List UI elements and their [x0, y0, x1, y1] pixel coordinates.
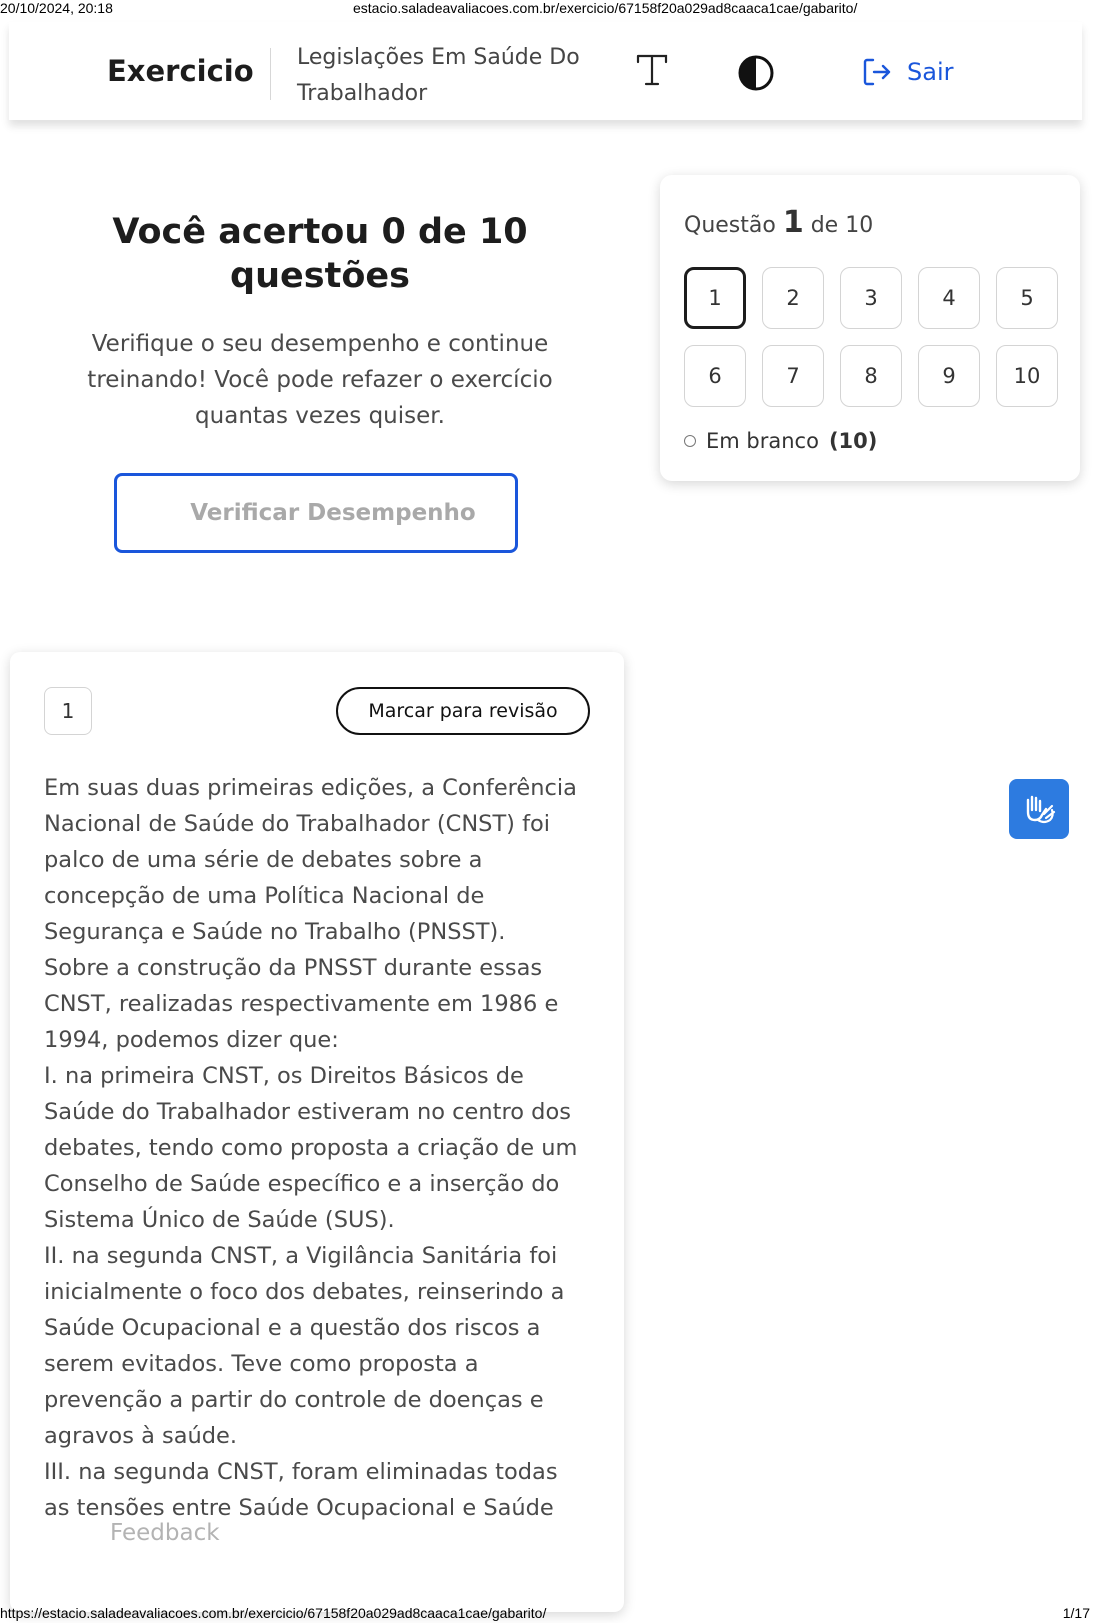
result-message-line2: treinando! Você pode refazer o exercício [87, 367, 553, 393]
course-title-line2: Trabalhador [297, 81, 428, 106]
result-title-line1: Você acertou 0 de 10 [112, 212, 528, 252]
question-line: inicialmente o foco dos debates, reinserindo a [44, 1279, 565, 1305]
question-button-10[interactable]: 10 [996, 345, 1058, 407]
question-button-9[interactable]: 9 [918, 345, 980, 407]
result-message-line1: Verifique o seu desempenho e continue [91, 331, 549, 357]
sign-language-button[interactable] [1009, 779, 1069, 839]
question-line: agravos à saúde. [44, 1423, 238, 1449]
print-header [0, 0, 1094, 16]
question-text [44, 770, 594, 1526]
top-bar [9, 22, 1082, 120]
result-message [70, 326, 570, 434]
question-line: CNST, realizadas respectivamente em 1986 e [44, 991, 559, 1017]
legend-label: Em branco [706, 429, 819, 453]
mark-for-review-button[interactable]: Marcar para revisão [336, 687, 590, 735]
question-line: serem evitados. Teve como proposta a [44, 1351, 479, 1377]
question-line: Em suas duas primeiras edições, a Conferência [44, 775, 577, 801]
question-line: concepção de uma Política Nacional de [44, 883, 485, 909]
question-button-4[interactable]: 4 [918, 267, 980, 329]
question-line: Nacional de Saúde do Trabalhador (CNST) foi [44, 811, 551, 837]
question-button-5[interactable]: 5 [996, 267, 1058, 329]
print-datetime: 20/10/2024, 20:18 [0, 0, 113, 16]
verify-performance-button[interactable]: Verificar Desempenho [114, 473, 518, 553]
question-button-8[interactable]: 8 [840, 345, 902, 407]
question-button-6[interactable]: 6 [684, 345, 746, 407]
question-line: Sobre a construção da PNSST durante essas [44, 955, 543, 981]
navigator-label: Questão [684, 213, 776, 238]
logout-label: Sair [907, 58, 954, 86]
question-line: palco de uma série de debates sobre a [44, 847, 483, 873]
result-summary [70, 210, 570, 434]
question-line: Sistema Único de Saúde (SUS). [44, 1207, 395, 1233]
contrast-icon[interactable] [737, 54, 775, 92]
blank-legend [684, 429, 877, 453]
question-button-3[interactable]: 3 [840, 267, 902, 329]
question-line: Saúde do Trabalhador estiveram no centro dos [44, 1099, 571, 1125]
question-line: 1994, podemos dizer que: [44, 1027, 339, 1053]
sign-language-icon [1020, 790, 1058, 828]
result-title-line2: questões [230, 256, 410, 296]
question-card [10, 652, 624, 1612]
question-line: III. na segunda CNST, foram eliminadas todas [44, 1459, 558, 1485]
print-footer [0, 1605, 1094, 1623]
question-line: as tensões entre Saúde Ocupacional e Saúde [44, 1495, 554, 1521]
question-line: Segurança e Saúde no Trabalho (PNSST). [44, 919, 506, 945]
question-line: prevenção a partir do controle de doenças e [44, 1387, 544, 1413]
header-divider [270, 48, 271, 100]
question-navigator [660, 175, 1080, 481]
question-button-1[interactable]: 1 [684, 267, 746, 329]
result-message-line3: quantas vezes quiser. [195, 403, 445, 429]
course-title [297, 40, 597, 112]
logout-icon [861, 56, 893, 88]
font-size-icon[interactable] [632, 50, 672, 90]
legend-count: (10) [828, 429, 878, 453]
navigator-current: 1 [782, 205, 804, 240]
navigator-total: de 10 [810, 213, 874, 238]
question-line: Saúde Ocupacional e a questão dos riscos a [44, 1315, 541, 1341]
question-grid [684, 267, 1058, 407]
print-url: estacio.saladeavaliacoes.com.br/exercicio/67158f20a029ad8caaca1cae/gabarito/ [353, 0, 858, 16]
course-title-line1: Legislações Em Saúde Do [297, 45, 580, 70]
result-title [70, 210, 570, 298]
logout-button[interactable] [861, 54, 953, 90]
print-page-number: 1/17 [1062, 1605, 1090, 1621]
question-number: 1 [44, 687, 92, 735]
question-line: Conselho de Saúde específico e a inserção do [44, 1171, 560, 1197]
blank-circle-icon [684, 435, 696, 447]
brand-title: Exercicio [107, 54, 254, 88]
question-button-7[interactable]: 7 [762, 345, 824, 407]
navigator-title [684, 205, 873, 240]
feedback-label[interactable]: Feedback [110, 1520, 220, 1546]
question-button-2[interactable]: 2 [762, 267, 824, 329]
print-footer-url: https://estacio.saladeavaliacoes.com.br/exercicio/67158f20a029ad8caaca1cae/gabarito/ [0, 1605, 547, 1621]
question-line: debates, tendo como proposta a criação de um [44, 1135, 578, 1161]
question-line: II. na segunda CNST, a Vigilância Sanitária foi [44, 1243, 558, 1269]
question-line: I. na primeira CNST, os Direitos Básicos de [44, 1063, 524, 1089]
